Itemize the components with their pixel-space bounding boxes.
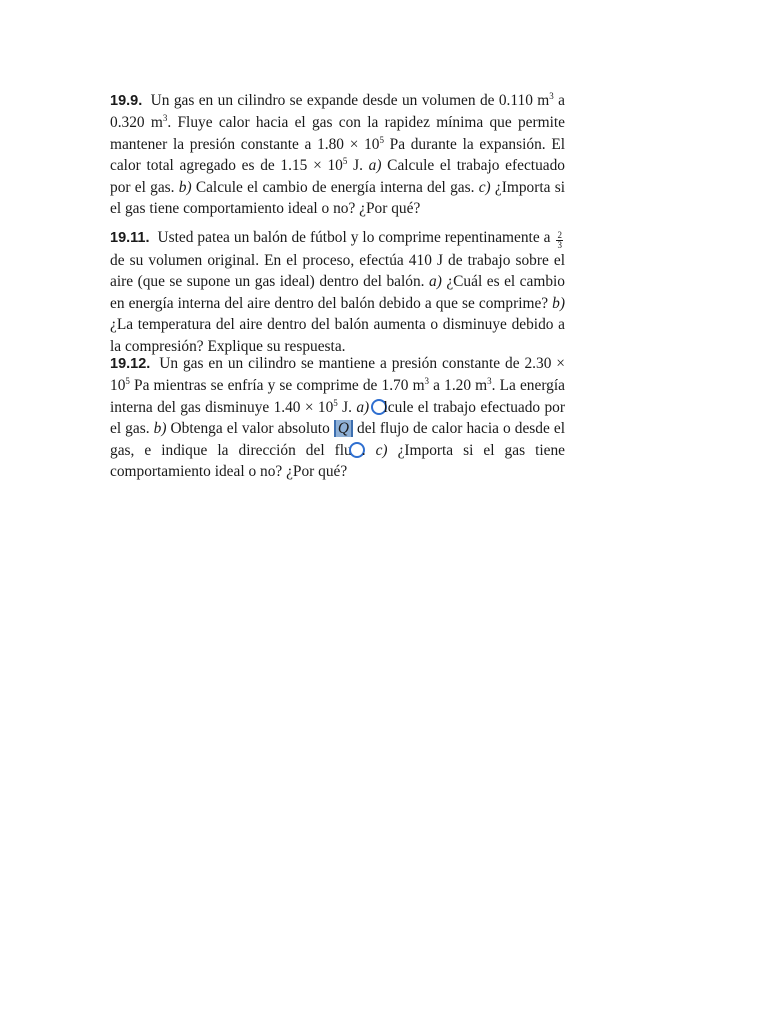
problem-text: ¿Importa si el gas tiene comportamiento ideal o no? ¿Por qué? [110,441,565,481]
part-label-c: c) [478,178,491,196]
part-label-a: a) [356,398,370,416]
superscript: 3 [162,113,168,124]
problem-text: Un gas en un cilindro se mantiene a presión constante de 2.30 × 10 [110,355,565,395]
problem-19-11 [110,227,565,357]
problem-text: J. [337,398,357,416]
problem-text: de su volumen original. En el proceso, efectúa 410 J de trabajo sobre el aire (que se supone un gas ideal) dentro del balón. [110,252,565,291]
problem-text: . Fluye calor hacia el gas con la rapidez mínima que permite mantener la presión constante a 1.80 × 10 [110,114,565,153]
problem-text: Obtenga el valor absoluto [166,420,334,438]
superscript: 3 [424,376,430,387]
superscript: 3 [487,376,492,387]
problem-text: Usted patea un balón de fútbol y lo comprime repentinamente a [157,229,551,246]
problem-text: Calcule el cambio de energía interna del gas. [191,178,479,196]
problem-text: Pa durante la expansión. El calor total agregado es de 1.15 × 10 [110,135,565,175]
problem-text: Calcule el trabajo efectuado por el gas. [110,157,565,196]
fraction [556,231,563,250]
problem-text: a 1.20 m [429,377,488,395]
problem-text: a 0.320 m [110,92,565,132]
problem-text: ¿Importa si el gas tiene comportamiento ideal o no? ¿Por qué? [110,178,565,218]
problem-19-9 [110,90,565,219]
problem-text: del flujo de calor hacia o desde el gas, e indique la dirección del flu [110,420,566,459]
part-label-b: b) [178,178,192,196]
superscript: 5 [342,156,348,167]
fraction-numerator: 2 [557,230,562,240]
problem-number: 19.11. [110,230,150,246]
part-label-b: b) [153,420,167,438]
part-label-c: c) [375,441,388,459]
problem-text: ¿Cuál es el cambio en energía interna del aire dentro del balón debido a que se comprime? [110,273,565,312]
part-label-a: a) [368,157,382,175]
superscript: 5 [125,376,130,387]
problem-text: ¿La temperatura del aire dentro del balón aumenta o disminuye debido a la compresión? Explique su respuesta. [110,316,565,355]
problem-text: J. [347,157,369,175]
part-label-b: b) [552,294,565,312]
superscript: 5 [379,134,384,145]
problem-text: Pa mientras se enfría y se comprime de 1.70 m [129,377,425,395]
problem-19-12 [110,353,565,482]
fraction-denominator: 3 [557,240,562,250]
selected-text[interactable]: Q [334,420,353,437]
superscript: 3 [549,91,554,101]
problem-text: . La energía interna del gas disminuye 1.40 × 10 [110,377,565,416]
part-label-a: a) [429,273,442,291]
problem-text: lcule el trabajo efectuado por el gas. [110,398,565,438]
problem-number: 19.12. [110,356,151,372]
problem-number: 19.9. [110,93,143,109]
problem-text: Un gas en un cilindro se expande desde un volumen de 0.110 m [150,92,550,109]
superscript: 5 [333,397,338,408]
problem-text: . [361,441,376,459]
